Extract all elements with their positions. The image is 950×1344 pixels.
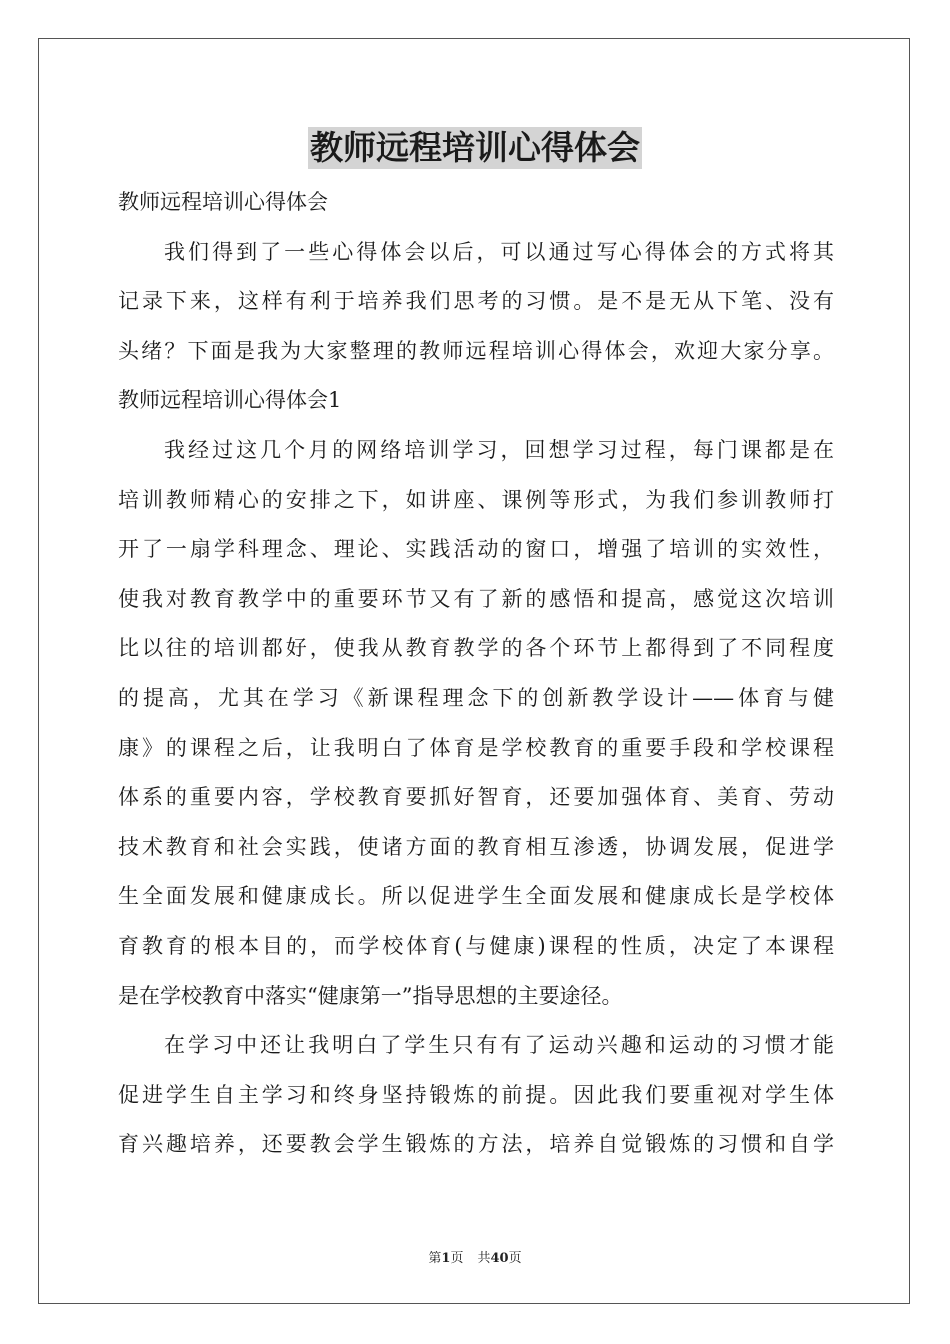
text-line: 教师远程培训心得体会 (118, 190, 328, 214)
document-body (118, 178, 834, 1170)
text-line: 记录下来，这样有利于培养我们思考的习惯。是不是无从下笔、没有 (118, 289, 834, 314)
text-line: 头绪？下面是我为大家整理的教师远程培训心得体会，欢迎大家分享。 (118, 338, 834, 363)
text-line: 是在学校教育中落实“健康第一”指导思想的主要途径。 (118, 983, 623, 1008)
text-line: 促进学生自主学习和终身坚持锻炼的前提。因此我们要重视对学生体 (118, 1082, 834, 1107)
page-number: 1 (441, 1251, 451, 1266)
text-line: 我经过这几个月的网络培训学习，回想学习过程，每门课都是在 (164, 437, 834, 462)
text-line: 生全面发展和健康成长。所以促进学生全面发展和健康成长是学校体 (118, 884, 834, 909)
page-footer (0, 1247, 950, 1266)
total-prefix: 共 (477, 1251, 491, 1266)
text-line: 比以往的培训都好，使我从教育教学的各个环节上都得到了不同程度 (118, 636, 834, 661)
text-line: 使我对教育教学中的重要环节又有了新的感悟和提高，感觉这次培训 (118, 586, 834, 611)
text-line: 培训教师精心的安排之下，如讲座、课例等形式，为我们参训教师打 (118, 487, 834, 512)
total-suffix: 页 (508, 1251, 522, 1266)
text-line: 育教育的根本目的，而学校体育(与健康)课程的性质，决定了本课程 (118, 933, 834, 958)
total-pages: 40 (490, 1251, 509, 1266)
page-prefix: 第 (428, 1251, 442, 1266)
text-line: 体系的重要内容，学校教育要抓好智育，还要加强体育、美育、劳动 (118, 785, 834, 810)
text-line: 教师远程培训心得体会1 (118, 388, 342, 413)
text-line: 康》的课程之后，让我明白了体育是学校教育的重要手段和学校课程 (118, 735, 834, 760)
text-line: 的提高，尤其在学习《新课程理念下的创新教学设计——体育与健 (118, 685, 834, 710)
title-container (0, 127, 950, 169)
text-line: 我们得到了一些心得体会以后，可以通过写心得体会的方式将其 (164, 239, 834, 264)
page-suffix: 页 (450, 1251, 464, 1266)
text-line: 开了一扇学科理念、理论、实践活动的窗口，增强了培训的实效性， (118, 537, 834, 562)
text-line: 在学习中还让我明白了学生只有有了运动兴趣和运动的习惯才能 (164, 1033, 834, 1058)
text-line: 育兴趣培养，还要教会学生锻炼的方法，培养自觉锻炼的习惯和自学 (118, 1132, 834, 1157)
document-title: 教师远程培训心得体会 (310, 128, 640, 167)
text-line: 技术教育和社会实践，使诸方面的教育相互渗透，协调发展，促进学 (118, 834, 834, 859)
